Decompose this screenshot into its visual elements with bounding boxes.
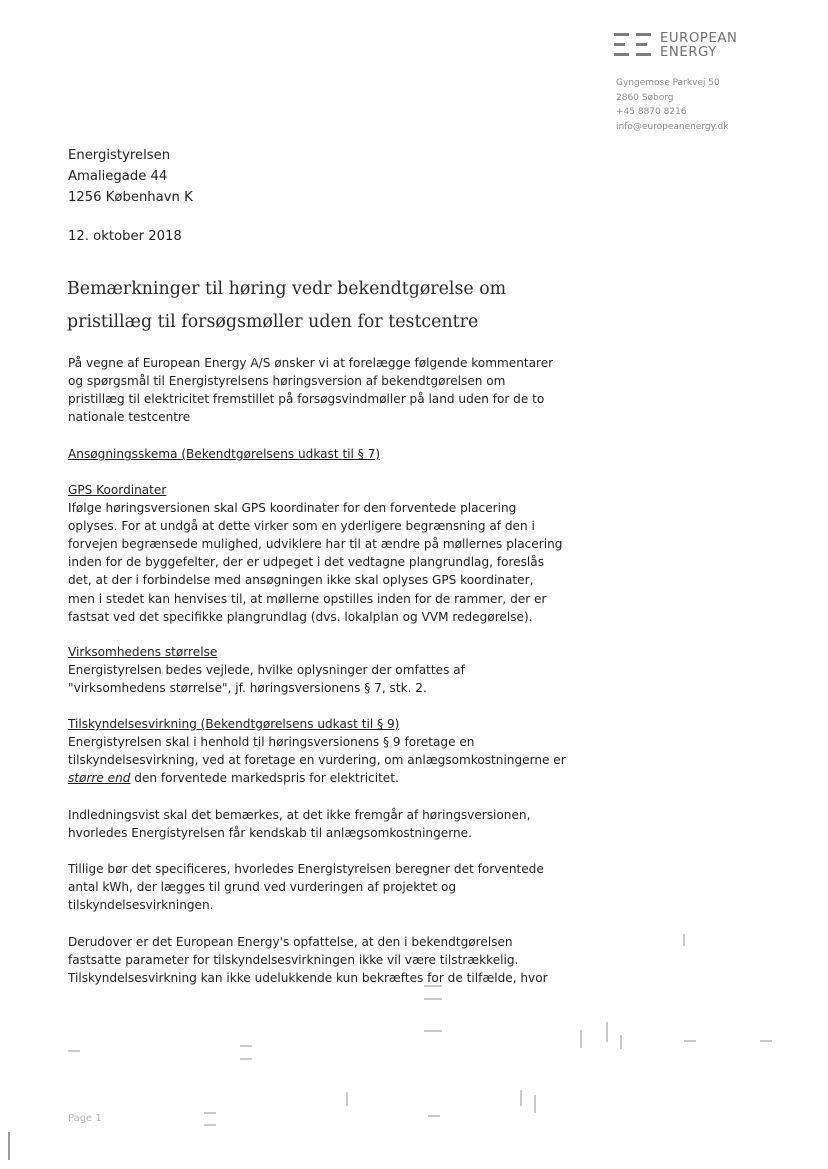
logo-mark-icon bbox=[614, 32, 656, 58]
incentive-effect-heading: Tilskyndelsesvirkning (Bekendtgørelsens udkast til § 9) bbox=[68, 717, 400, 731]
sender-street: Gyngemose Parkvej 50 bbox=[616, 78, 720, 88]
scan-mark bbox=[683, 934, 685, 946]
scan-mark bbox=[204, 1112, 216, 1114]
letter-date: 12. oktober 2018 bbox=[68, 229, 182, 244]
emphasis-text: større end bbox=[68, 771, 131, 786]
page-number: Page 1 bbox=[68, 1113, 102, 1124]
company-size-heading: Virksomhedens størrelse bbox=[68, 645, 218, 659]
scan-mark bbox=[8, 1132, 10, 1160]
scan-mark bbox=[204, 1124, 216, 1126]
paragraph-costs: Indledningsvist skal det bemærkes, at det ikke fremgår af høringsversionen, hvorledes Energistyrelsen får kendskab til anlægsomkostningerne. bbox=[68, 808, 531, 841]
scan-mark bbox=[520, 1090, 522, 1106]
scan-mark bbox=[346, 1092, 348, 1106]
scan-mark bbox=[240, 1045, 252, 1047]
gps-section: GPS Koordinater Ifølge høringsversionen skal GPS koordinater for den forventede placering oplyses. For at undgå at dette virker som en yderligere begrænsning af den i forvejen begrænsede mulighed, udviklere har til at ændre på møllernes placering inden for de byggefelter, der er udpeget i det vedtagne plangrundlag, foreslås det, at der i forbindelse med ansøgningen ikke skal oplyses GPS koordinater, men i stedet kan henvises til, at møllerne opstilles inden for de rammer, der er fastsat ved det specifikke plangrundlag (dvs. lokalplan og VVM redegørelse). bbox=[68, 481, 628, 626]
gps-heading: GPS Koordinater bbox=[68, 483, 167, 497]
company-logo bbox=[614, 32, 738, 60]
scan-mark bbox=[760, 1040, 772, 1042]
logo-line-2: ENERGY bbox=[660, 45, 717, 60]
recipient-city: 1256 København K bbox=[68, 189, 193, 205]
recipient-address bbox=[68, 146, 193, 208]
recipient-name: Energistyrelsen bbox=[68, 148, 171, 163]
recipient-street: Amaliegade 44 bbox=[68, 168, 168, 184]
document-title bbox=[67, 273, 506, 339]
title-line-1: Bemærkninger til høring vedr bekendtgørelse om bbox=[67, 279, 507, 299]
title-line-2: pristillæg til forsøgsmøller uden for testcentre bbox=[67, 312, 479, 332]
paragraph-kwh: Tillige bør det specificeres, hvorledes Energistyrelsen beregner det forventede antal kWh, der lægges til grund ved vurderingen af projektet og tilskyndelsesvirkningen. bbox=[68, 862, 544, 913]
scan-mark bbox=[424, 998, 442, 1000]
scan-mark bbox=[240, 1058, 252, 1060]
company-size-section: Virksomhedens størrelse Energistyrelsen bedes vejlede, hvilke oplysninger der omfattes af "virksomhedens størrelse", jf. høringsversionens § 7, stk. 2. bbox=[68, 643, 628, 697]
scan-mark bbox=[534, 1095, 536, 1113]
scan-mark bbox=[606, 1022, 608, 1042]
scan-mark bbox=[424, 1030, 442, 1032]
incentive-effect-section: Tilskyndelsesvirkning (Bekendtgørelsens udkast til § 9) Energistyrelsen skal i henhold til høringsversionens § 9 foretage en tilskyndelsesvirkning, ved at foretage en vurdering, om anlægsomkostningerne er større end den forventede markedspris for elektricitet. bbox=[68, 715, 628, 787]
paragraph-parameter: Derudover er det European Energy's opfattelse, at den i bekendtgørelsen fastsatte parameter for tilskyndelsesvirkningen ikke vil være tilstrækkelig. Tilskyndelsesvirkning kan ikke udelukkende kun bekræftes for de tilfælde, hvor bbox=[68, 935, 548, 986]
sender-email: info@europeanenergy.dk bbox=[616, 121, 729, 132]
scan-mark bbox=[424, 985, 442, 987]
sender-city: 2860 Søborg bbox=[616, 92, 674, 103]
logo-line-1: EUROPEAN bbox=[660, 31, 738, 46]
scan-mark bbox=[620, 1035, 622, 1049]
intro-paragraph: På vegne af European Energy A/S ønsker vi at forelægge følgende kommentarer og spørgsmål til Energistyrelsens høringsversion af bekendtgørelsen om pristillæg til elektricitet fremstillet på forsøgsvindmøller på land uden for de to nationale testcentre bbox=[68, 356, 554, 425]
scan-mark bbox=[684, 1040, 696, 1042]
scan-mark bbox=[580, 1030, 582, 1048]
scan-mark bbox=[428, 1115, 440, 1117]
scan-mark bbox=[68, 1050, 80, 1052]
sender-address bbox=[616, 76, 728, 134]
section-heading-application-form: Ansøgningsskema (Bekendtgørelsens udkast til § 7) bbox=[68, 447, 381, 461]
sender-phone: +45 8870 8216 bbox=[616, 107, 687, 118]
